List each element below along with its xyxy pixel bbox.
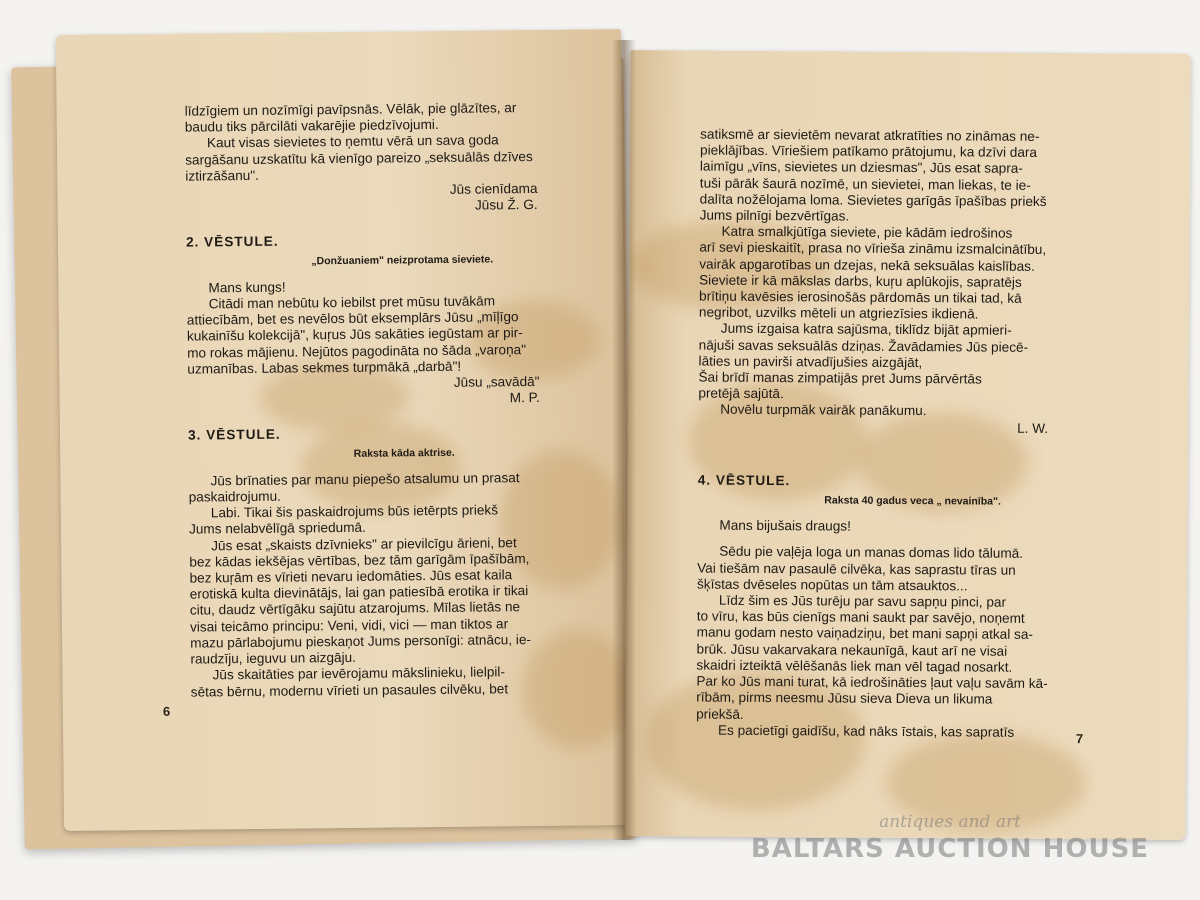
text-line: Mans kungs! <box>208 279 286 296</box>
text-line: baudu tiks pārcilāti vakarējie piedzīvojumi. <box>184 117 439 135</box>
text-line: Jums pilnīgi bezvērtīgas. <box>699 207 850 224</box>
page-number: 6 <box>162 703 171 719</box>
text-line: Jūsu Ž. G. <box>474 197 538 213</box>
text-line: citu, daudz vērtīgāku sajūtu atzarojums. Mīlas lietās ne <box>189 599 521 619</box>
text-line: Es pacietīgi gaidīšu, kad nāks īstais, kas sapratīs <box>717 722 1015 740</box>
text-line: Citādi man nebūtu ko iebilst pret mūsu tuvākām <box>208 293 496 312</box>
text-line: Vai tiešām nav pasaulē cilvēka, kas saprastu tīras un <box>697 560 1016 578</box>
text-line: raudzīju, ieguvu un aizgāju. <box>190 649 356 667</box>
text-line: Jūsu „savādā" <box>453 373 540 390</box>
left-page <box>56 29 629 831</box>
text-line: M. P. <box>509 390 540 406</box>
text-line: satiksmē ar sievietēm nevarat atkratīties no zināmas ne- <box>700 126 1040 144</box>
text-line: visai teicāmo principu: Veni, vidi, vici — man tiktos ar <box>189 615 509 635</box>
text-line: Kaut visas sievietes to ņemtu vērā un sava goda <box>206 132 499 151</box>
text-line: mo rokas mājienu. Nejūtos pagodināta no šāda „varoņa" <box>187 341 527 361</box>
text-line: bez kādas iekšējas vērtības, bez tām garīgām īpašībām, <box>189 550 530 570</box>
text-line: Jūs skaitāties par ievērojamu mākslinieku, lielpil- <box>212 664 506 683</box>
letter-heading: 3. VĒSTULE. <box>187 427 281 444</box>
text-line: sargāšanu uzskatītu kā vienīgo pareizo „seksuālās dzīves <box>185 148 533 168</box>
text-line: sētas bērnu, modernu vīrieti un pasaules cilvēku, bet <box>190 680 509 700</box>
text-line: Jums izgaisa katra sajūsma, tiklīdz bijāt apmieri- <box>720 321 1012 339</box>
text-line: nājuši savas seksuālās dziņas. Žavādamies Jūs piecē- <box>698 337 1029 355</box>
text-line: L. W. <box>1017 420 1049 436</box>
text-line: negribot, uzvilks mēteli un atgriezīsies ikdienā. <box>698 304 979 322</box>
right-page-text <box>696 127 1130 742</box>
text-line: skaidri izteiktā vēlēšanās liek man vēl tagad nosarkt. <box>696 657 1013 675</box>
watermark <box>720 812 1180 864</box>
text-line: Jūs esat „skaists dzīvnieks" ar pievilcīgu ārieni, bet <box>211 534 517 554</box>
text-line: to vīru, kas būs cienīgs mani saukt par savējo, noņemt <box>696 608 1025 627</box>
text-line: laimīgu „vīns, sievietes un dziesmas", Jūs esat sapra- <box>699 158 1023 177</box>
text-line: paskaidrojumu. <box>188 488 281 505</box>
text-line: Jūs brīnaties par manu piepešo atsalumu un prasat <box>210 470 520 489</box>
text-line: arī sevi pieskaitīt, prasa no vīrieša zināmu izsmalcinātību, <box>699 239 1047 258</box>
text-line: tuši pārāk šaurā nozīmē, un sievietei, man liekas, te ie- <box>699 175 1031 193</box>
letter-subtitle: Raksta kāda aktrise. <box>353 446 455 460</box>
text-line: Līdz šim es Jūs turēju par savu sapņu pinci, par <box>718 592 1007 610</box>
page-number: 7 <box>1075 731 1084 747</box>
text-line: šķīstas dvēseles nopūtas un tām atsauktos... <box>696 576 968 594</box>
right-page <box>625 50 1190 840</box>
letter-heading: 4. VĒSTULE. <box>697 472 791 489</box>
text-line: Mans bijušais draugs! <box>719 517 851 534</box>
spacer <box>698 444 1128 457</box>
text-line: Sēdu pie vaļēja loga un manas domas lido tālumā. <box>719 544 1024 562</box>
letter-heading: 2. VĒSTULE. <box>185 234 279 251</box>
text-line: vairāk apgarotības un dzejas, nekā seksuālas kaislības. <box>699 256 1035 274</box>
text-line: dalīta nožēlojama loma. Sievietes garīgās īpašības priekš <box>699 191 1047 209</box>
text-line: Labi. Tikai šis paskaidrojums būs ietērpts priekš <box>210 502 499 521</box>
text-line: kukainīšu kolekcijā", kuŗus Jūs sakāties iegūstam ar pir- <box>186 325 523 345</box>
text-line: bez kuŗām es vīrieti nevaru iedomāties. Jūs esat kaila <box>189 567 513 586</box>
letter-subtitle: „Donžuaniem" neizprotama sieviete. <box>311 253 494 267</box>
text-line: Sieviete ir kā mākslas darbs, kuŗu aplūkojis, sapratējs <box>699 272 1022 290</box>
text-line: pieklājības. Vīriešiem patīkamo prātojumu, ka dzīvi dara <box>700 142 1038 161</box>
text-line: mazu pārlabojumu pieskaņot Jums personīgi: atnācu, ie- <box>190 631 532 651</box>
text-line: Novēlu turpmāk vairāk panākumu. <box>720 402 927 419</box>
text-line: Katra smalkjūtīga sieviete, pie kādām iedrošinos <box>721 223 1013 241</box>
text-line: manu godam nesto vaiņadziņu, bet mani sapņi atkal sa- <box>696 625 1034 643</box>
watermark-brand: BALTARS AUCTION HOUSE <box>750 834 1150 864</box>
left-page-text <box>185 99 623 700</box>
text-line: attiecībām, bet es nevēlos būt eksemplārs Jūsu „mīļīgo <box>186 309 519 328</box>
text-line: Jums nelabvēlīgā spriedumā. <box>188 520 366 538</box>
text-line: uzmanības. Labas sekmes turpmākā „darbā"! <box>187 358 462 377</box>
book-spine-shadow <box>612 40 636 840</box>
text-line: līdzīgiem un nozīmīgi pavīpsnās. Vēlāk, pie glāzītes, ar <box>184 100 517 119</box>
text-line: lāties un pavirši atvadījušies aizgājāt, <box>698 353 923 370</box>
text-line: Jūs cienīdama <box>449 180 538 197</box>
text-line: iztirzāšanu". <box>185 167 259 184</box>
text-line: Šai brīdī manas zimpatijās pret Jums pārvērtās <box>698 369 982 387</box>
text-line: erotiskā kulta dievinātājs, lai gan patiesībā erotika ir tikai <box>189 583 529 602</box>
text-line: rībām, pirms neesmu Jūsu sieva Dieva un likuma <box>696 689 993 707</box>
text-line: pretējā sajūtā. <box>698 385 784 402</box>
text-line: Par ko Jūs mani turat, kā iedrošināties ļaut vaļu savām kā- <box>696 673 1048 692</box>
letter-subtitle: Raksta 40 gadus veca „ nevainība". <box>824 494 1001 508</box>
text-line: priekšā. <box>696 706 744 722</box>
watermark-tagline: antiques and art <box>879 812 1021 832</box>
text-line: brītiņu kavēsies ierosinošās pārdomās un tikai tad, kā <box>698 288 1022 306</box>
text-line: brūk. Jūsu vakarvakara nekaunīgā, kaut arī ne visai <box>696 641 1008 659</box>
